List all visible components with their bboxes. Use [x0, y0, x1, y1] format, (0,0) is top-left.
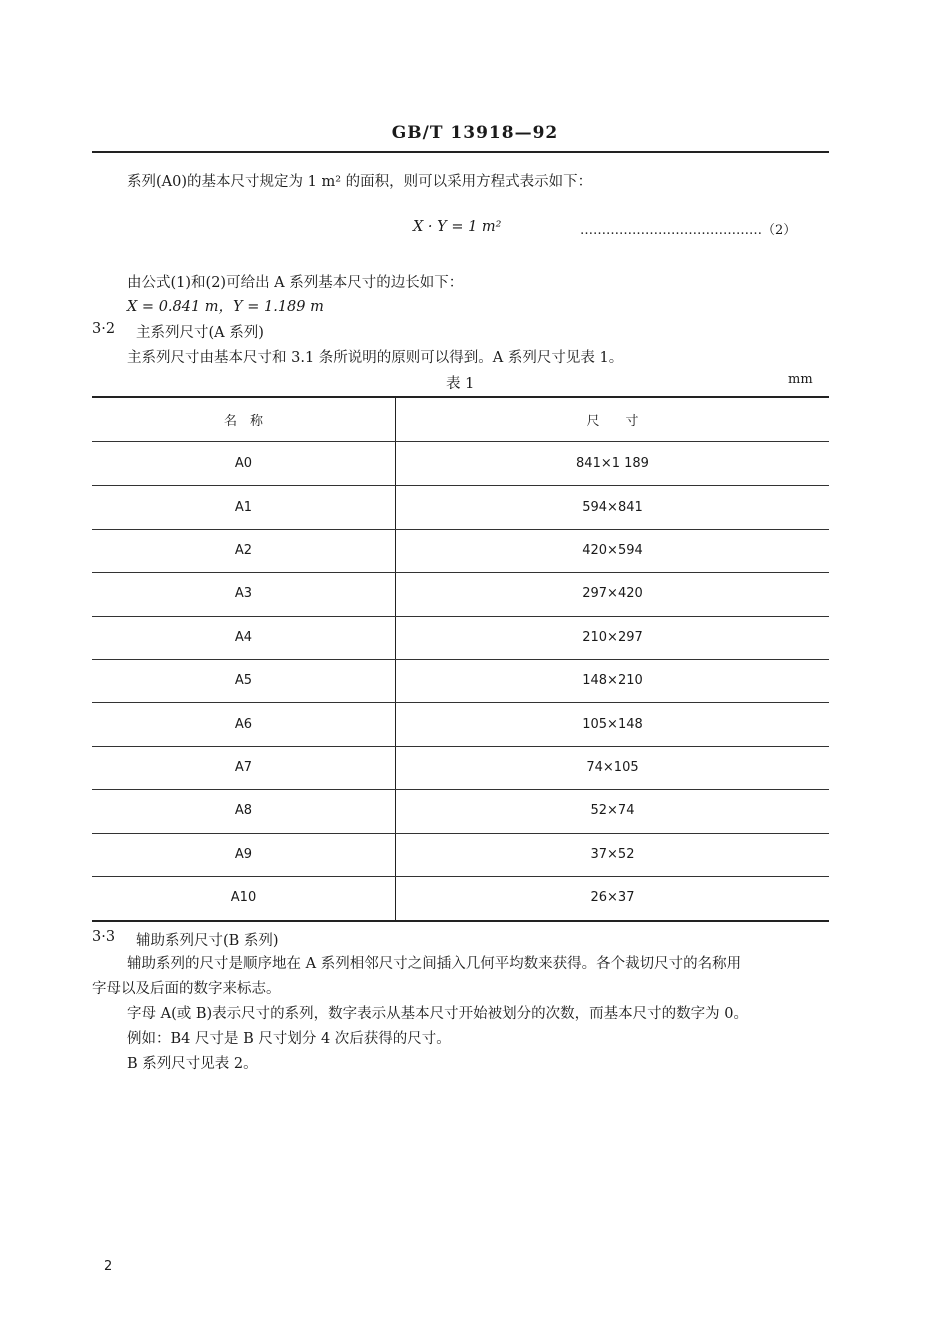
size-table	[92, 396, 829, 922]
section-3-2-body: 主系列尺寸由基本尺寸和 3.1 条所说明的原则可以得到。A 系列尺寸见表 1。	[127, 350, 624, 366]
section-3-2-number: 3·2	[92, 321, 116, 337]
table-row	[92, 789, 829, 833]
row-size: 594×841	[582, 499, 643, 515]
row-size: 37×52	[590, 846, 635, 862]
section-3-3-body-3: 例如：B4 尺寸是 B 尺寸划分 4 次后获得的尺寸。	[127, 1031, 451, 1047]
header-size: 尺 寸	[586, 414, 639, 429]
page-number: 2	[104, 1259, 113, 1274]
table-header-row	[92, 398, 829, 442]
table-unit: mm	[788, 372, 813, 387]
header-name: 名 称	[223, 414, 263, 429]
row-name: A9	[234, 846, 253, 862]
row-name: A1	[234, 499, 253, 515]
row-size: 297×420	[582, 586, 643, 602]
intro-line-3: X = 0.841 m，Y = 1.189 m	[127, 299, 324, 315]
row-name: A2	[234, 542, 253, 558]
row-name: A3	[234, 586, 253, 602]
section-3-3-body-1: 辅助系列的尺寸是顺序地在 A 系列相邻尺寸之间插入几何平均数来获得。各个裁切尺寸的名称用	[127, 956, 742, 972]
table-caption: 表 1	[446, 376, 475, 392]
section-3-3-body-4: B 系列尺寸见表 2。	[127, 1056, 258, 1072]
row-size: 105×148	[582, 716, 643, 732]
row-name: A6	[234, 716, 253, 732]
row-name: A8	[234, 803, 253, 819]
intro-line-2: 由公式(1)和(2)可给出 A 系列基本尺寸的边长如下：	[127, 275, 464, 291]
section-3-2-title: 主系列尺寸(A 系列)	[136, 325, 264, 341]
table-row	[92, 485, 829, 529]
row-name: A4	[234, 629, 253, 645]
table-row	[92, 876, 829, 919]
row-size: 26×37	[590, 890, 635, 906]
row-size: 52×74	[590, 803, 635, 819]
document-header: GB/T 13918—92	[391, 123, 559, 143]
row-name: A0	[234, 456, 253, 472]
intro-line-1: 系列(A0)的基本尺寸规定为 1 m² 的面积，则可以采用方程式表示如下：	[127, 174, 593, 190]
table-row	[92, 616, 829, 660]
row-size: 841×1 189	[576, 456, 649, 472]
row-name: A7	[234, 759, 253, 775]
row-size: 148×210	[582, 673, 643, 689]
row-size: 210×297	[582, 629, 643, 645]
equation-number: ……………………………………（2）	[580, 223, 797, 238]
table-row	[92, 659, 829, 703]
table-row	[92, 746, 829, 790]
table-row	[92, 572, 829, 616]
row-size: 74×105	[586, 759, 639, 775]
table-row	[92, 442, 829, 486]
table-row	[92, 529, 829, 573]
table-row	[92, 833, 829, 877]
row-name: A10	[230, 890, 257, 906]
section-3-3-number: 3·3	[92, 929, 116, 945]
section-3-3-body-1b: 字母以及后面的数字来标志。	[92, 981, 281, 997]
section-3-3-title: 辅助系列尺寸(B 系列)	[136, 933, 279, 949]
row-size: 420×594	[582, 542, 643, 558]
row-name: A5	[234, 673, 253, 689]
table-row	[92, 702, 829, 746]
equation: X · Y = 1 m²	[413, 219, 502, 235]
header-rule	[92, 151, 829, 153]
section-3-3-body-2: 字母 A(或 B)表示尺寸的系列，数字表示从基本尺寸开始被划分的次数，而基本尺寸的数字为 0。	[127, 1006, 748, 1022]
